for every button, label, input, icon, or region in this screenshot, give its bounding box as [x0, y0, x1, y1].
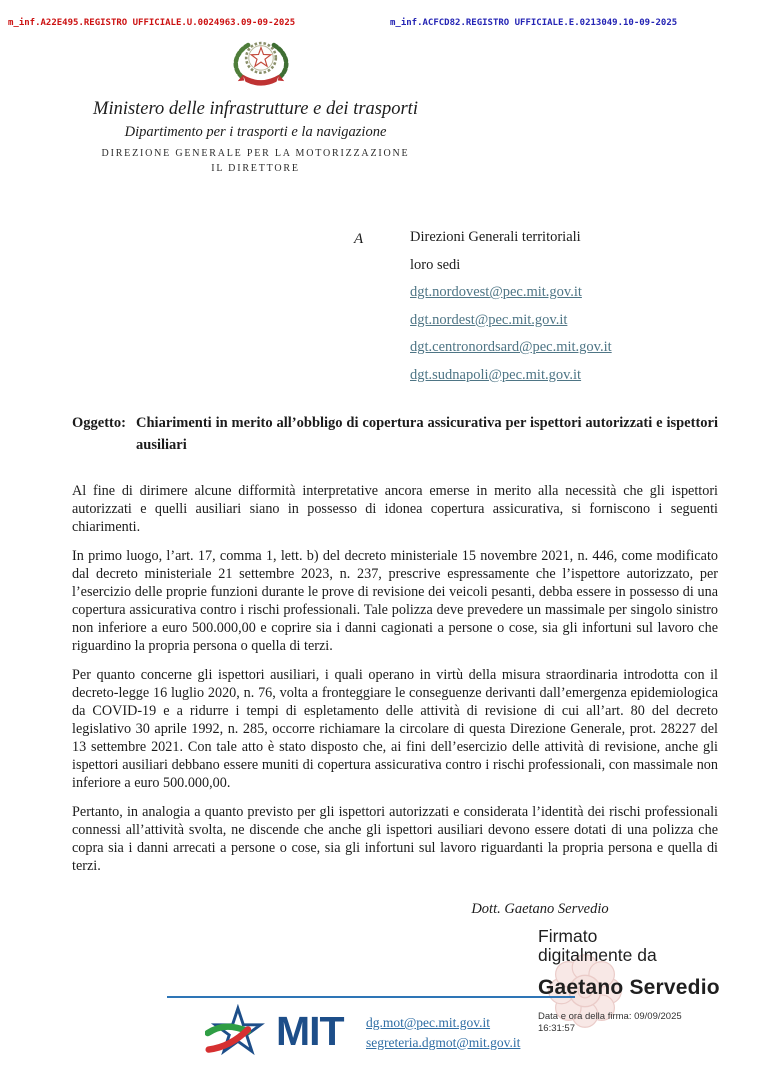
footer-email-link[interactable]: segreteria.dgmot@mit.gov.it — [366, 1034, 521, 1050]
recipient-email-link[interactable]: dgt.sudnapoli@pec.mit.gov.it — [410, 366, 582, 383]
mit-logo-text: MIT — [276, 1008, 344, 1054]
to-label: A — [354, 231, 364, 247]
registry-stamp-incoming: m_inf.ACFCD82.REGISTRO UFFICIALE.E.0213049.10-09-2025 — [390, 18, 678, 28]
letter-body — [72, 482, 718, 886]
directorate-title: DIREZIONE GENERALE PER LA MOTORIZZAZIONE — [101, 148, 410, 160]
ministry-title: Ministero delle infrastrutture e dei trasporti — [93, 99, 418, 119]
recipient-line: Direzioni Generali territoriali — [410, 229, 581, 245]
body-paragraph: Pertanto, in analogia a quanto previsto per gli ispettori autorizzati e considerata l’identità dei rischi professionali connessi all’attività svolta, ne discende che anche gli ispettori ausiliari devono essere dotati di una polizza che copra sia i danni arrecati a persone o cose, sia gli infortuni sul lavoro riguardanti la propria persona e quella di terzi. — [72, 804, 718, 874]
subject-label: Oggetto: — [72, 415, 126, 431]
recipient-email-link[interactable]: dgt.nordest@pec.mit.gov.it — [410, 311, 568, 328]
registry-stamp-outgoing: m_inf.A22E495.REGISTRO UFFICIALE.U.0024963.09-09-2025 — [8, 18, 296, 28]
digital-signature-label: Firmato digitalmente da — [538, 926, 657, 965]
footer-email-link[interactable]: dg.mot@pec.mit.gov.it — [366, 1015, 491, 1030]
footer-divider — [167, 996, 575, 998]
digital-signature-timestamp: Data e ora della firma: 09/09/2025 16:31:57 — [538, 1010, 682, 1034]
recipient-email-link[interactable]: dgt.centronordsard@pec.mit.gov.it — [410, 339, 612, 355]
body-paragraph: In primo luogo, l’art. 17, comma 1, lett. b) del decreto ministeriale 15 novembre 2021, n. 446, come modificato dal decreto ministeriale 21 settembre 2023, n. 237, prescrive espressamente che l’ispettore autorizzato, per l’esercizio delle proprie funzioni durante le prove di revisione dei veicoli pesanti, debba essere in possesso di una copertura assicurativa contro i rischi professionali. Tale polizza deve prevedere un massimale per singolo sinistro non inferiore a euro 500.000,00 e coprire sia i danni cagionati a persone o cose, sia gli infortuni sul lavoro che riguardino la propria persona o quella di terzi. — [72, 548, 718, 654]
mit-logo-icon — [205, 1004, 269, 1064]
recipient-email-link[interactable]: dgt.nordovest@pec.mit.gov.it — [410, 284, 582, 300]
subject-row — [72, 412, 718, 456]
department-title: Dipartimento per i trasporti e la navigazione — [124, 124, 387, 141]
director-role: IL DIRETTORE — [211, 163, 300, 175]
body-paragraph: Al fine di dirimere alcune difformità interpretative ancora emerse in merito alla necessità che gli ispettori autorizzati e quelli ausiliari siano in possesso di idonea copertura assicurativa, si forniscono i seguenti chiarimenti. — [72, 483, 718, 535]
signer-name: Dott. Gaetano Servedio — [471, 901, 609, 917]
digital-signature-block — [538, 927, 748, 1035]
digital-signature-name: Gaetano Servedio — [538, 975, 720, 999]
subject-text: Chiarimenti in merito all’obbligo di copertura assicurativa per ispettori autorizzati e ispettori ausiliari — [136, 415, 718, 453]
footer-contacts — [366, 1013, 520, 1052]
italy-emblem-icon — [222, 36, 300, 94]
recipient-block — [410, 224, 710, 389]
recipient-line: loro sedi — [410, 256, 461, 273]
letterhead — [58, 99, 453, 174]
body-paragraph: Per quanto concerne gli ispettori ausiliari, i quali operano in virtù della misura straordinaria introdotta con il decreto-legge 16 luglio 2020, n. 76, volta a fronteggiare le conseguenze derivanti dall’emergenza epidemiologica da COVID-19 e a ridurre i tempi di espletamento delle attività di revisione di cui all’art. 80 del decreto legislativo 30 aprile 1992, n. 285, occorre richiamare la circolare di questa Direzione Generale, prot. 28227 del 13 settembre 2021. Con tale atto è stato disposto che, ai fini dell’esercizio delle attività di revisione, anche gli ispettori ausiliari debbano essere muniti di copertura assicurativa contro i rischi professionali, con massimale non inferiore a euro 500.000,00. — [72, 667, 718, 791]
